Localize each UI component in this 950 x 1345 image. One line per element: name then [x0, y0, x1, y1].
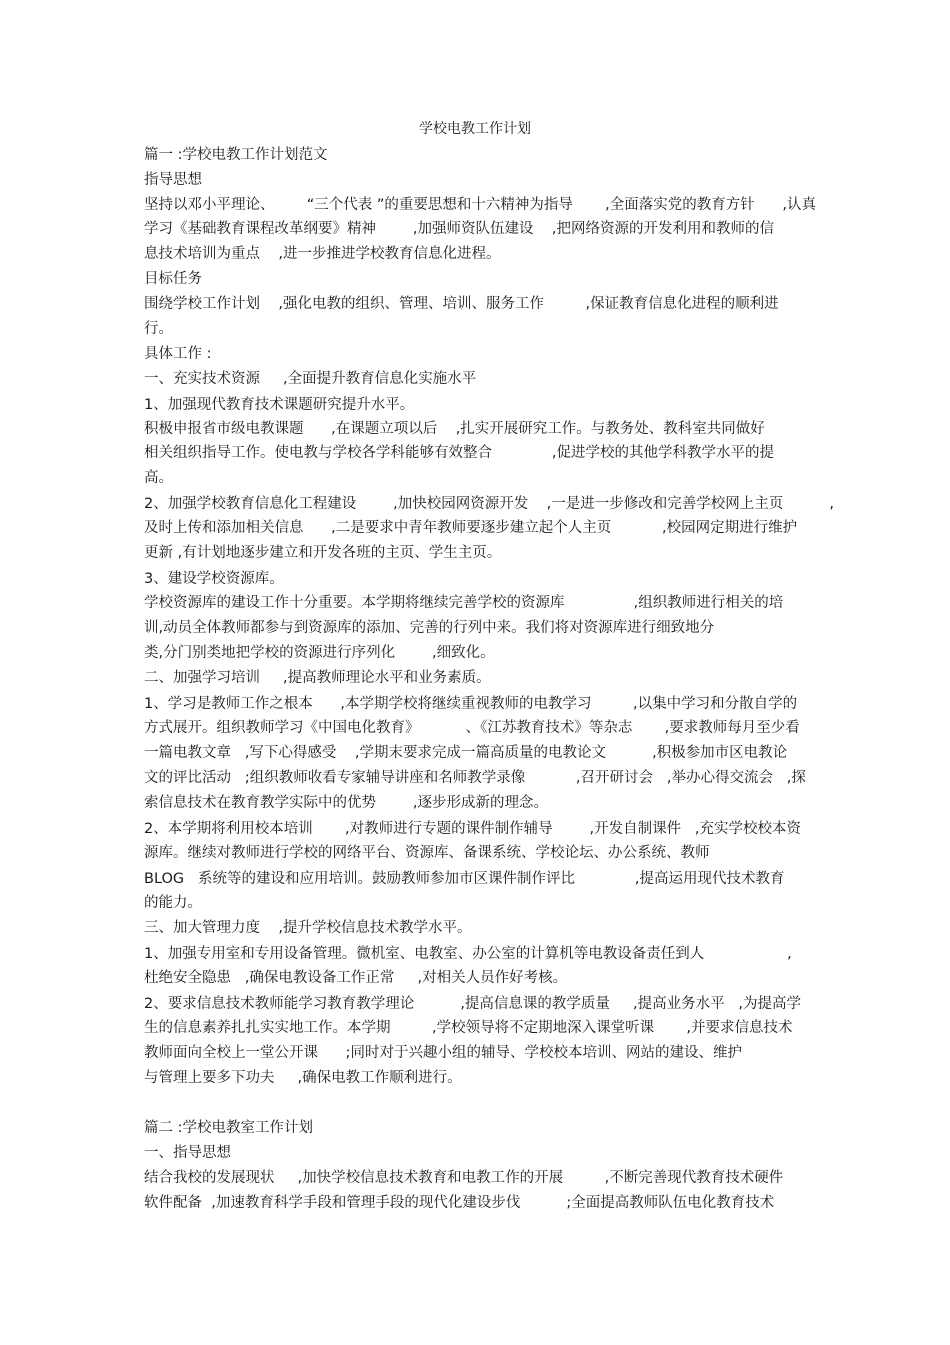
paragraph-line: 息技术培训为重点 ,进一步推进学校教育信息化进程。: [144, 246, 501, 262]
paragraph-line: 及时上传和添加相关信息 ,二是要求中青年教师要逐步建立起个人主页 ,校园网定期进行维护: [144, 520, 798, 536]
subheading: 二、加强学习培训 ,提高教师理论水平和业务素质。: [144, 670, 491, 686]
paragraph-line: 与管理上要多下功夫 ,确保电教工作顺利进行。: [144, 1070, 462, 1086]
paragraph-line: 的能力。: [144, 895, 202, 911]
paragraph-line: 训,动员全体教师都参与到资源库的添加、完善的行列中来。我们将对资源库进行细致地分: [144, 620, 715, 636]
subheading: 指导思想: [144, 172, 202, 188]
paragraph-line: 教师面向全校上一堂公开课 ;同时对于兴趣小组的辅导、学校校本培训、网站的建设、维护: [144, 1045, 743, 1061]
paragraph-line: 一篇电教文章 ,写下心得感受 ,学期末要求完成一篇高质量的电教论文 ,积极参加市区电教论: [144, 745, 788, 761]
paragraph-line: 高。: [144, 470, 173, 486]
list-item: 1、加强专用室和专用设备管理。微机室、电教室、办公室的计算机等电教设备责任到人 ,: [144, 946, 792, 962]
paragraph-line: 围绕学校工作计划 ,强化电教的组织、管理、培训、服务工作 ,保证教育信息化进程的顺利进: [144, 296, 779, 312]
paragraph-line: 相关组织指导工作。使电教与学校各学科能够有效整合 ,促进学校的其他学科教学水平的提: [144, 445, 775, 461]
paragraph-line: 源库。继续对教师进行学校的网络平台、资源库、备课系统、学校论坛、办公系统、教师: [144, 845, 710, 861]
section-heading: 篇二 :学校电教室工作计划: [144, 1120, 313, 1136]
paragraph-line: 文的评比活动 ;组织教师收看专家辅导讲座和名师教学录像 ,召开研讨会 ,举办心得交流会 ,探: [144, 770, 806, 786]
list-item: 1、加强现代教育技术课题研究提升水平。: [144, 397, 415, 413]
paragraph-line: 学习《基础教育课程改革纲要》精神 ,加强师资队伍建设 ,把网络资源的开发利用和教师的信: [144, 221, 775, 237]
paragraph-line: BLOG 系统等的建设和应用培训。鼓励教师参加市区课件制作评比 ,提高运用现代技术教育: [144, 871, 785, 887]
subheading: 具体工作 :: [144, 346, 212, 362]
paragraph-line: 类,分门别类地把学校的资源进行序列化 ,细致化。: [144, 645, 495, 661]
section-heading: 篇一 :学校电教工作计划范文: [144, 147, 328, 163]
list-item: 2、要求信息技术教师能学习教育教学理论 ,提高信息课的教学质量 ,提高业务水平 ,为提高学: [144, 996, 802, 1012]
list-item: 2、本学期将利用校本培训 ,对教师进行专题的课件制作辅导 ,开发自制课件 ,充实学校校本资: [144, 821, 802, 837]
subheading: 一、充实技术资源 ,全面提升教育信息化实施水平: [144, 371, 477, 387]
list-item: 3、建设学校资源库。: [144, 571, 284, 587]
subheading: 三、加大管理力度 ,提升学校信息技术教学水平。: [144, 920, 472, 936]
paragraph-line: 积极申报省市级电教课题 ,在课题立项以后 ,扎实开展研究工作。与教务处、教科室共同做好: [144, 421, 765, 437]
paragraph-line: 学校资源库的建设工作十分重要。本学期将继续完善学校的资源库 ,组织教师进行相关的培: [144, 595, 784, 611]
paragraph-line: 行。: [144, 321, 173, 337]
paragraph-line: 软件配备 ,加速教育科学手段和管理手段的现代化建设步伐 ;全面提高教师队伍电化教育技术: [144, 1195, 775, 1211]
document-title: 学校电教工作计划: [419, 121, 531, 137]
list-item: 1、学习是教师工作之根本 ,本学期学校将继续重视教师的电教学习 ,以集中学习和分散自学的: [144, 696, 798, 712]
paragraph-line: 坚持以邓小平理论、 “三个代表 ”的重要思想和十六精神为指导 ,全面落实党的教育方针 ,认真: [144, 197, 817, 213]
paragraph-line: 更新 ,有计划地逐步建立和开发各班的主页、学生主页。: [144, 545, 502, 561]
subheading: 目标任务: [144, 271, 202, 287]
paragraph-line: 索信息技术在教育教学实际中的优势 ,逐步形成新的理念。: [144, 795, 548, 811]
paragraph-line: 方式展开。组织教师学习《中国电化教育》 、《江苏教育技术》等杂志 ,要求教师每月至少看: [144, 720, 800, 736]
subheading: 一、指导思想: [144, 1145, 231, 1161]
paragraph-line: 杜绝安全隐患 ,确保电教设备工作正常 ,对相关人员作好考核。: [144, 970, 568, 986]
list-item: 2、加强学校教育信息化工程建设 ,加快校园网资源开发 ,一是进一步修改和完善学校网上主页 ,: [144, 496, 834, 512]
paragraph-line: 结合我校的发展现状 ,加快学校信息技术教育和电教工作的开展 ,不断完善现代教育技术硬件: [144, 1170, 784, 1186]
paragraph-line: 生的信息素养扎扎实实地工作。本学期 ,学校领导将不定期地深入课堂听课 ,并要求信息技术: [144, 1020, 793, 1036]
